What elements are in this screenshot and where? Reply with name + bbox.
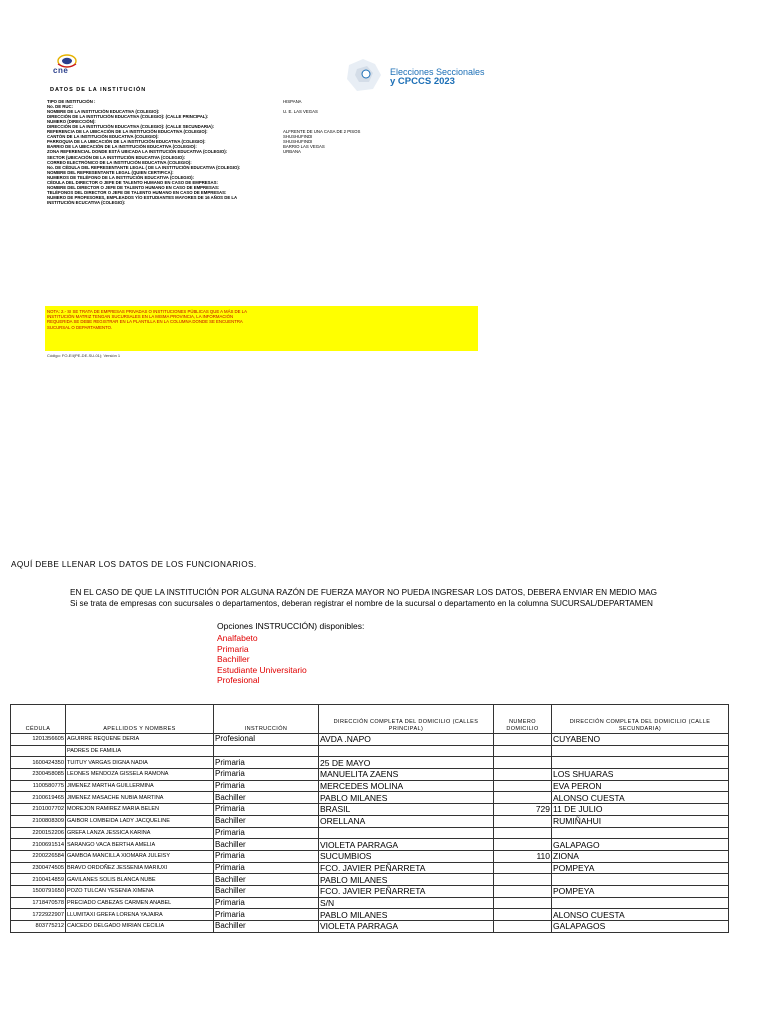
- cell-direccion-secundaria[interactable]: ALONSO CUESTA: [552, 909, 729, 921]
- cell-direccion-principal[interactable]: AVDA .NAPO: [319, 734, 494, 746]
- employees-table: [10, 704, 729, 933]
- cell-direccion-principal[interactable]: SUCUMBIOS: [319, 850, 494, 862]
- cell-numero[interactable]: [494, 734, 552, 746]
- table-row: [11, 885, 729, 897]
- cell-direccion-principal[interactable]: PABLO MILANES: [319, 792, 494, 804]
- cell-numero[interactable]: 110: [494, 850, 552, 862]
- institution-form-values: [283, 99, 443, 155]
- cell-numero[interactable]: [494, 745, 552, 757]
- cell-instruccion[interactable]: Primaria: [214, 769, 319, 781]
- cell-cedula[interactable]: 2300458085: [11, 769, 66, 781]
- cell-cedula[interactable]: 1201356605: [11, 734, 66, 746]
- cell-direccion-secundaria[interactable]: [552, 745, 729, 757]
- cell-instruccion[interactable]: Primaria: [214, 909, 319, 921]
- cell-cedula[interactable]: 2100619465: [11, 792, 66, 804]
- table-row: [11, 850, 729, 862]
- elecciones-title-line1: Elecciones Seccionales: [390, 67, 485, 77]
- cell-nombres[interactable]: LEONES MENDOZA GISSELA RAMONA: [66, 769, 214, 781]
- cell-nombres[interactable]: GAIBOR LOMBEIDA LADY JACQUELINE: [66, 815, 214, 827]
- cell-cedula[interactable]: 1600424350: [11, 757, 66, 769]
- instruction-option: Primaria: [217, 643, 249, 654]
- cell-cedula[interactable]: 2300474505: [11, 862, 66, 874]
- cell-numero[interactable]: [494, 921, 552, 933]
- cell-direccion-secundaria[interactable]: RUMIÑAHUI: [552, 815, 729, 827]
- cell-instruccion[interactable]: Primaria: [214, 827, 319, 839]
- form-label: SECTOR (UBICACIÓN DE LA INSTITUCIÓN EDUCATIVA (COLEGIO):: [47, 154, 186, 160]
- nota-text: [47, 309, 287, 330]
- cell-nombres[interactable]: GAMBOA MANCILLA XIOMARA JULEISY: [66, 850, 214, 862]
- column-header-instruccion: INSTRUCCIÓN: [214, 705, 319, 734]
- institution-heading: DATOS DE LA INSTITUCIÓN: [50, 87, 147, 93]
- cell-nombres[interactable]: POZO TULCAN YESENIA XIMENA: [66, 885, 214, 897]
- cell-numero[interactable]: [494, 827, 552, 839]
- cell-nombres[interactable]: BRAVO ORDOÑEZ JESSENIA MARIUXI: [66, 862, 214, 874]
- column-header-direccion-principal: DIRECCIÓN COMPLETA DEL DOMICILIO (CALLES PRINCIPAL): [319, 705, 494, 734]
- table-row: [11, 897, 729, 909]
- table-row: [11, 792, 729, 804]
- cell-direccion-principal[interactable]: VIOLETA PARRAGA: [319, 921, 494, 933]
- cell-numero[interactable]: [494, 815, 552, 827]
- cell-instruccion[interactable]: Bachiller: [214, 792, 319, 804]
- cell-numero[interactable]: [494, 757, 552, 769]
- cell-direccion-secundaria[interactable]: [552, 897, 729, 909]
- cell-direccion-secundaria[interactable]: ALONSO CUESTA: [552, 792, 729, 804]
- form-label: NUMEROS DE TELÉFONO DE LA INSTITUCIÓN EDUCATIVA (COLEGIO):: [47, 174, 195, 180]
- form-value[interactable]: SHUSHUFINDI: [283, 134, 313, 140]
- column-header-nombres: APELLIDOS Y NOMBRES: [66, 705, 214, 734]
- cell-direccion-principal[interactable]: FCO. JAVIER PEÑARRETA: [319, 862, 494, 874]
- form-label: NOMBRE DE LA INSTITUCIÓN EDUCATIVA (COLEGIO):: [47, 109, 160, 115]
- cell-cedula[interactable]: 2200226584: [11, 850, 66, 862]
- cell-numero[interactable]: 729: [494, 804, 552, 816]
- cell-direccion-secundaria[interactable]: POMPEYA: [552, 862, 729, 874]
- cell-numero[interactable]: [494, 792, 552, 804]
- table-row: [11, 874, 729, 886]
- cell-direccion-principal[interactable]: S/N: [319, 897, 494, 909]
- form-label: PARROQUIA DE LA UBICACIÓN DE LA INSTITUCIÓN EDUCATIVA (COLEGIO):: [47, 139, 206, 145]
- form-label: REFERENCIA DE LA UBICACIÓN DE LA INSTITUCIÓN EDUCATIVA (COLEGIO):: [47, 129, 208, 135]
- cell-direccion-principal[interactable]: BRASIL: [319, 804, 494, 816]
- cell-direccion-secundaria[interactable]: GALAPAGO: [552, 839, 729, 851]
- cell-direccion-secundaria[interactable]: GALAPAGOS: [552, 921, 729, 933]
- form-label: NOMBRE DEL DIRECTOR O JEFE DE TALENTO HUMANO EN CASO DE EMPRESAS:: [47, 184, 220, 190]
- table-row: [11, 839, 729, 851]
- cell-direccion-principal[interactable]: FCO. JAVIER PEÑARRETA: [319, 885, 494, 897]
- nota-line: REQUERIDA SE DEBE REGISTRAR EN LA PLANTILLA EN LA COLUMNA DONDE SE ENCUENTRA: [47, 319, 243, 325]
- cell-cedula[interactable]: 1100580775: [11, 780, 66, 792]
- cell-nombres[interactable]: JIMENEZ MASACHE NUBIA MARTINA: [66, 792, 214, 804]
- cell-nombres[interactable]: GAVILANES SOLIS BLANCA NUBE: [66, 874, 214, 886]
- cell-cedula[interactable]: 2100691514: [11, 839, 66, 851]
- cne-logo-text: cne: [53, 66, 69, 75]
- nota-line: INSTITUCIÓN MATRIZ TENGAN SUCURSALES EN LA MISMA PROVINCIA, LA INFORMACIÓN: [47, 314, 234, 320]
- form-label: INSTITUCIÓN ECUCATIVA (COLEGIO):: [47, 199, 126, 205]
- cell-nombres[interactable]: SARANGO VACA BERTHA AMELIA: [66, 839, 214, 851]
- cell-instruccion[interactable]: Profesional: [214, 734, 319, 746]
- cell-cedula[interactable]: 2200152206: [11, 827, 66, 839]
- instruction-option: Profesional: [217, 675, 260, 686]
- form-label: BARRIO DE LA UBICACIÓN DE LA INSTITUCIÓN EDUCATIVA (COLEGIO):: [47, 144, 197, 150]
- cell-cedula[interactable]: 2101007702: [11, 804, 66, 816]
- column-header-direccion-secundaria: DIRECCIÓN COMPLETA DEL DOMICILIO (CALLE SECUNDARIA): [552, 705, 729, 734]
- cell-cedula[interactable]: 803775212: [11, 921, 66, 933]
- cell-direccion-principal[interactable]: PABLO MILANES: [319, 909, 494, 921]
- column-header-cedula: CÉDULA: [11, 705, 66, 734]
- table-header-row: [11, 705, 729, 734]
- cell-numero[interactable]: [494, 839, 552, 851]
- form-label: CÉDULA DEL DIRECTOR O JEFE DE TALENTO HUMANO EN CASO DE EMPRESAS:: [47, 179, 218, 185]
- form-label: NUMERO (DIRECCIÓN):: [47, 119, 96, 125]
- form-label: TELÉFONOS DEL DIRECTOR O JEFE DE TALENTO HUMANO EN CASO DE EMPRESAS:: [47, 189, 227, 195]
- form-label: CORREO ELECTRÓNICO DE LA INSTITUCIÓN EDUCATIVA (COLEGIO):: [47, 159, 192, 165]
- cell-instruccion[interactable]: Bachiller: [214, 874, 319, 886]
- cell-numero[interactable]: [494, 862, 552, 874]
- instruction-options-list: [217, 633, 307, 686]
- form-label: NOMBRE DEL REPRESENTANTE LEGAL (QUIEN CERTIFICA):: [47, 169, 174, 175]
- cell-direccion-principal[interactable]: 25 DE MAYO: [319, 757, 494, 769]
- cell-instruccion[interactable]: Bachiller: [214, 815, 319, 827]
- table-row: [11, 745, 729, 757]
- elecciones-title-line2: y CPCCS 2023: [390, 76, 455, 87]
- form-value[interactable]: BARRIO LAS VEGAS: [283, 144, 325, 150]
- cell-direccion-principal[interactable]: [319, 745, 494, 757]
- cell-numero[interactable]: [494, 885, 552, 897]
- cell-direccion-principal[interactable]: MERCEDES MOLINA: [319, 780, 494, 792]
- cell-cedula[interactable]: 2100808309: [11, 815, 66, 827]
- form-label: DIRECCIÓN DE LA INSTITUCIÓN EDUCATIVA (COLEGIO): (CALLE SECUNDARIA):: [47, 124, 215, 130]
- instruction-option: Analfabeto: [217, 633, 258, 643]
- cell-direccion-secundaria[interactable]: ZIONA: [552, 850, 729, 862]
- form-label: ZONA REFERENCIAL DONDE ESTÁ UBICADA LA INSTITUCIÓN EDUCATIVA (COLEGIO):: [47, 149, 228, 155]
- cell-nombres[interactable]: LLUMITAXI GREFA LORENA YAJAIRA: [66, 909, 214, 921]
- cell-cedula[interactable]: 1718470578: [11, 897, 66, 909]
- cell-nombres[interactable]: JIMENEZ MARTHA GUILLERMINA: [66, 780, 214, 792]
- cell-nombres[interactable]: AGUIRRE REQUENE DERIA: [66, 734, 214, 746]
- cell-numero[interactable]: [494, 780, 552, 792]
- cell-direccion-secundaria[interactable]: [552, 757, 729, 769]
- cell-direccion-principal[interactable]: ORELLANA: [319, 815, 494, 827]
- cell-cedula[interactable]: 1500791650: [11, 885, 66, 897]
- cell-instruccion[interactable]: Primaria: [214, 757, 319, 769]
- cell-direccion-secundaria[interactable]: [552, 827, 729, 839]
- column-header-numero: NUMERO DOMICILIO: [494, 705, 552, 734]
- instruction-options-title: Opciones INSTRUCCIÓN) disponibles:: [217, 621, 365, 631]
- cell-instruccion[interactable]: Primaria: [214, 804, 319, 816]
- table-row: [11, 921, 729, 933]
- instructions-force-majeure: EN EL CASO DE QUE LA INSTITUCIÓN POR ALGUNA RAZÓN DE FUERZA MAYOR NO PUEDA INGRESAR LOS DATOS, DEBERA ENVIAR EN MEDIO MAG: [70, 588, 658, 597]
- cell-direccion-secundaria[interactable]: LOS SHUARAS: [552, 769, 729, 781]
- table-row: [11, 780, 729, 792]
- cell-nombres[interactable]: PRECIADO CABEZAS CARMEN ANABEL: [66, 897, 214, 909]
- cell-numero[interactable]: [494, 769, 552, 781]
- cell-numero[interactable]: [494, 909, 552, 921]
- cell-nombres[interactable]: PADRES DE FAMILIA: [66, 745, 214, 757]
- table-row: [11, 757, 729, 769]
- instructions-heading: AQUÍ DEBE LLENAR LOS DATOS DE LOS FUNCIONARIOS.: [11, 560, 257, 569]
- cell-cedula[interactable]: [11, 745, 66, 757]
- cell-direccion-principal[interactable]: [319, 827, 494, 839]
- cell-nombres[interactable]: GREFA LANZA JESSICA KARINA: [66, 827, 214, 839]
- form-value[interactable]: HISPANA: [283, 99, 302, 104]
- table-row: [11, 815, 729, 827]
- form-label: No. DE RUC:: [47, 104, 74, 110]
- table-row: [11, 804, 729, 816]
- cell-numero[interactable]: [494, 897, 552, 909]
- cell-numero[interactable]: [494, 874, 552, 886]
- instruction-option: Estudiante Universitario: [217, 664, 307, 675]
- table-row: [11, 862, 729, 874]
- instruction-option: Bachiller: [217, 654, 250, 665]
- cell-instruccion[interactable]: Bachiller: [214, 885, 319, 897]
- instructions-sucursal: Si se trata de empresas con sucursales o departamentos, deberan registrar el nombre de la sucursal o departamento en la columna SUCURSAL/DEPARTAMEN: [70, 599, 653, 608]
- cell-direccion-principal[interactable]: PABLO MILANES: [319, 874, 494, 886]
- table-row: [11, 909, 729, 921]
- form-value[interactable]: U. E. LAS VEGAS: [283, 109, 318, 115]
- cell-cedula[interactable]: 2100414859: [11, 874, 66, 886]
- cell-instruccion[interactable]: Primaria: [214, 862, 319, 874]
- cell-direccion-principal[interactable]: VIOLETA PARRAGA: [319, 839, 494, 851]
- form-label: TIPO DE INSTITUCIÓN :: [47, 99, 96, 104]
- cell-direccion-secundaria[interactable]: [552, 874, 729, 886]
- cell-instruccion[interactable]: Bachiller: [214, 839, 319, 851]
- cell-direccion-secundaria[interactable]: EVA PERON: [552, 780, 729, 792]
- cell-instruccion[interactable]: Bachiller: [214, 921, 319, 933]
- cell-nombres[interactable]: TUITUY VARGAS DIGNA NADIA: [66, 757, 214, 769]
- form-label: No. DE CÉDULA DEL REPRESENTANTE LEGAL ( DE LA INSTITUCIÓN EDUCATIVA (COLEGIO):: [47, 164, 241, 170]
- form-value[interactable]: SHUSHUFINDI: [283, 139, 313, 145]
- cell-nombres[interactable]: MOREJON RAMIREZ MARIA BELEN: [66, 804, 214, 816]
- cell-cedula[interactable]: 1722922907: [11, 909, 66, 921]
- table-row: [11, 734, 729, 746]
- cell-instruccion[interactable]: Primaria: [214, 850, 319, 862]
- form-value[interactable]: ALFRENTE DE UNA CASA DE 2 PISOS: [283, 129, 361, 135]
- table-row: [11, 827, 729, 839]
- cell-direccion-secundaria[interactable]: 11 DE JULIO: [552, 804, 729, 816]
- cell-direccion-principal[interactable]: MANUELITA ZAENS: [319, 769, 494, 781]
- cell-instruccion[interactable]: [214, 745, 319, 757]
- cell-direccion-secundaria[interactable]: POMPEYA: [552, 885, 729, 897]
- form-label: CANTÓN DE LA INSTITUCIÓN EDUCATIVA (COLEGIO):: [47, 134, 159, 140]
- cell-instruccion[interactable]: Primaria: [214, 897, 319, 909]
- form-label: NUMERO DE PROFESORES, EMPLEADOS Y/O ESTUDIANTES MAYORES DE 16 AÑOS DE LA: [47, 194, 238, 200]
- nota-line: NOTA: 2.- SI SE TRATA DE EMPRESAS PRIVADAS O INSTITUCIONES PÚBLICAS QUE A MÁS DE LA: [47, 309, 247, 314]
- cell-direccion-secundaria[interactable]: CUYABENO: [552, 734, 729, 746]
- table-row: [11, 769, 729, 781]
- form-label: DIRECCIÓN DE LA INSTITUCIÓN EDUCATIVA (COLEGIO): (CALLE PRINCIPAL):: [47, 114, 209, 120]
- form-value[interactable]: URBANA: [283, 149, 301, 155]
- institution-form-labels: [47, 99, 287, 205]
- document-code: Código: FO-EII(PE-DE-SU-01); Versión 1: [47, 353, 121, 358]
- employees-table-body: [11, 734, 729, 933]
- cell-instruccion[interactable]: Primaria: [214, 780, 319, 792]
- cell-nombres[interactable]: CAICEDO DELGADO MIRIAN CECILIA: [66, 921, 214, 933]
- nota-line: SUCURSAL O DEPARTAMENTO.: [47, 324, 113, 330]
